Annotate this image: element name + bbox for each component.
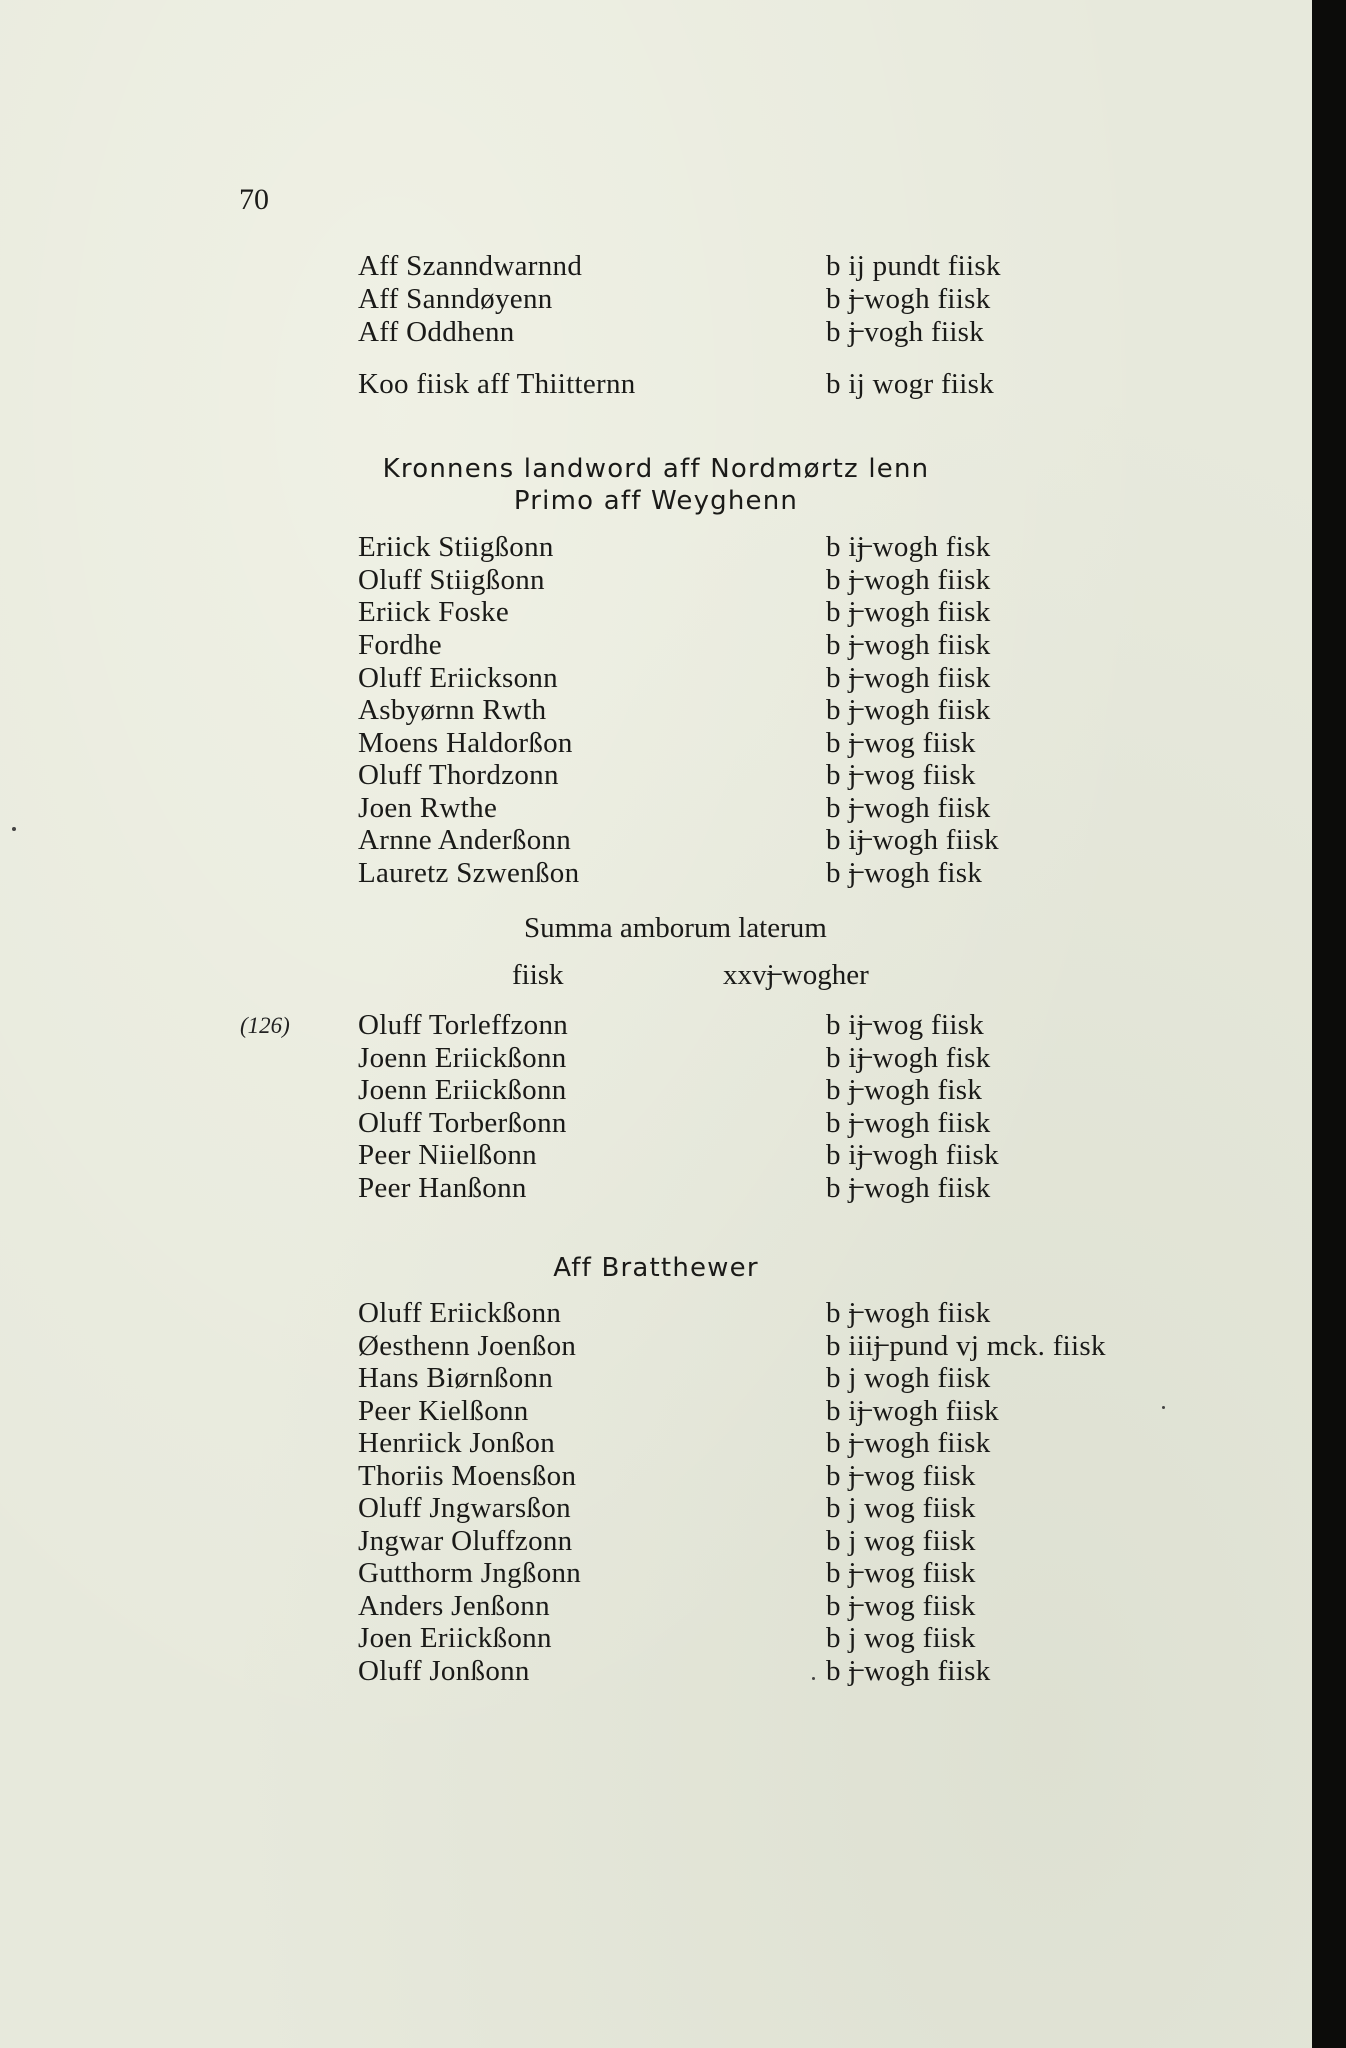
entry-amount: b j̶ wogh fiisk (826, 1172, 991, 1204)
entry-name: Peer Hanßonn (358, 1172, 527, 1204)
entry-amount: b j̶ wogh fiisk (826, 629, 991, 661)
entry-name: Oluff Jonßonn (358, 1655, 530, 1687)
entry-amount: b j̶ wogh fiisk (826, 1107, 991, 1139)
entry-amount: b j̶ wog fiisk (826, 759, 976, 791)
section-heading: Kronnens landword aff Nordmørtz lenn (382, 454, 930, 484)
entry-amount: b j̶ wog fiisk (826, 727, 976, 759)
entry-name: Aff Szanndwarnnd (358, 250, 583, 282)
entry-name: Oluff Jngwarsßon (358, 1492, 571, 1524)
entry-name: Lauretz Szwenßon (358, 857, 580, 889)
entry-amount: b j̶ wogh fiisk (826, 1655, 991, 1687)
entry-name: Hans Biørnßonn (358, 1362, 554, 1394)
entry-amount: b j wog fiisk (826, 1525, 976, 1557)
entry-name: Jngwar Oluffzonn (358, 1525, 573, 1557)
entry-name: Peer Niielßonn (358, 1139, 537, 1171)
entry-name: Asbyørnn Rwth (358, 694, 547, 726)
summa-label: fiisk (512, 959, 564, 991)
entry-name: Aff Sanndøyenn (358, 283, 553, 315)
entry-amount: b ij̶ wogh fisk (826, 1042, 991, 1074)
entry-name: Anders Jenßonn (358, 1590, 550, 1622)
entry-amount: b j̶ wogh fiisk (826, 792, 991, 824)
scan-speck (1162, 1406, 1165, 1409)
entry-name: Henriick Jonßon (358, 1427, 555, 1459)
entry-amount: b ij̶ wogh fisk (826, 531, 991, 563)
entry-name: Peer Kielßonn (358, 1395, 529, 1427)
entry-name: Øesthenn Joenßon (358, 1330, 577, 1362)
entry-name: Thoriis Moensßon (358, 1460, 577, 1492)
entry-name: Eriick Foske (358, 596, 509, 628)
entry-amount: b j̶ wogh fiisk (826, 283, 991, 315)
entry-amount: b j wog fiisk (826, 1622, 976, 1654)
entry-amount: b ij̶ wogh fiisk (826, 824, 999, 856)
entry-amount: b j̶ wogh fiisk (826, 564, 991, 596)
entry-name: Arnne Anderßonn (358, 824, 572, 856)
scan-speck (812, 1677, 815, 1680)
entry-amount: b j wog fiisk (826, 1492, 976, 1524)
entry-amount: b j̶ wogh fisk (826, 1074, 983, 1106)
entry-amount: b j̶ wog fiisk (826, 1590, 976, 1622)
page-number: 70 (239, 183, 269, 216)
entry-amount: b ij̶ wog fiisk (826, 1009, 985, 1041)
entry-name: Oluff Torberßonn (358, 1107, 567, 1139)
entry-amount: b j̶ wogh fiisk (826, 1297, 991, 1329)
entry-amount: b ij wogr fiisk (826, 368, 995, 400)
section-heading: Aff Bratthewer (553, 1253, 759, 1283)
entry-name: Oluff Stiigßonn (358, 564, 545, 596)
entry-name: Koo fiisk aff Thiitternn (358, 368, 636, 400)
entry-name: Eriick Stiigßonn (358, 531, 554, 563)
entry-name: Joenn Eriickßonn (358, 1042, 567, 1074)
entry-amount: b j̶ vogh fiisk (826, 316, 985, 348)
entry-amount: b j̶ wogh fiisk (826, 662, 991, 694)
entry-amount: b iiij̶ pund vj mck. fiisk (826, 1330, 1106, 1362)
entry-amount: b j̶ wogh fisk (826, 857, 983, 889)
entry-amount: b ij pundt fiisk (826, 250, 1001, 282)
summa-line: Summa amborum laterum (524, 912, 827, 944)
entry-amount: b ij̶ wogh fiisk (826, 1395, 999, 1427)
entry-name: Joen Eriickßonn (358, 1622, 552, 1654)
entry-amount: b j̶ wogh fiisk (826, 694, 991, 726)
entry-name: Aff Oddhenn (358, 316, 515, 348)
entry-amount: b j̶ wogh fiisk (826, 1427, 991, 1459)
entry-name: Oluff Torleffzonn (358, 1009, 569, 1041)
entry-amount: b ij̶ wogh fiisk (826, 1139, 999, 1171)
entry-name: Joen Rwthe (358, 792, 498, 824)
entry-amount: b j̶ wogh fiisk (826, 596, 991, 628)
summa-value: xxvj̶ wogher (723, 959, 869, 991)
entry-name: Gutthorm Jngßonn (358, 1557, 582, 1589)
entry-name: Moens Haldorßon (358, 727, 573, 759)
section-subheading: Primo aff Weyghenn (513, 486, 799, 516)
entry-name: Oluff Thordzonn (358, 759, 559, 791)
entry-name: Joenn Eriickßonn (358, 1074, 567, 1106)
entry-name: Oluff Eriicksonn (358, 662, 558, 694)
entry-name: Oluff Eriickßonn (358, 1297, 562, 1329)
entry-amount: b j wogh fiisk (826, 1362, 991, 1394)
entry-amount: b j̶ wog fiisk (826, 1460, 976, 1492)
entry-amount: b j̶ wog fiisk (826, 1557, 976, 1589)
margin-note: (126) (240, 1013, 290, 1038)
scan-speck (12, 827, 16, 831)
entry-name: Fordhe (358, 629, 442, 661)
